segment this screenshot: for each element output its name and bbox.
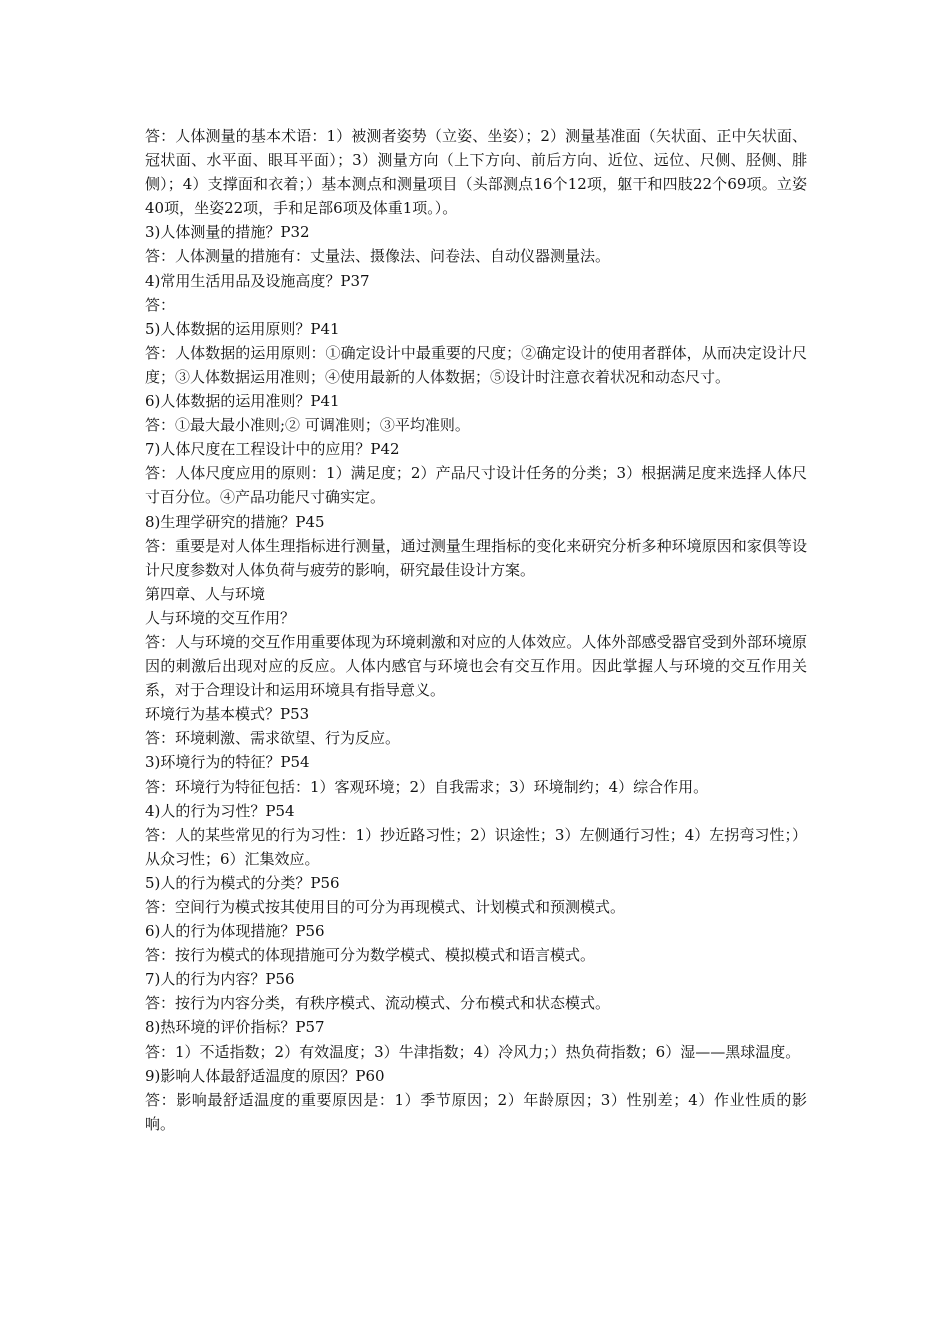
document-page bbox=[145, 124, 807, 1136]
question-heading: 环境行为基本模式？P53 bbox=[145, 705, 310, 724]
answer-paragraph: 答：①最大最小准则;② 可调准则；③平均准则。 bbox=[145, 416, 470, 435]
answer-paragraph: 答：人的某些常见的行为习性：1）抄近路习性；2）识途性；3）左侧通行习性；4）左拐弯习性；）从众习性；6）汇集效应。 bbox=[145, 825, 807, 868]
question-heading: 7)人体尺度在工程设计中的应用？P42 bbox=[145, 440, 400, 459]
question-heading: 6)人的行为体现措施？P56 bbox=[145, 922, 325, 941]
question-heading: 4)人的行为习性？P54 bbox=[145, 801, 295, 820]
answer-paragraph: 答：按行为内容分类，有秩序模式、流动模式、分布模式和状态模式。 bbox=[145, 994, 611, 1013]
answer-paragraph: 答：1）不适指数；2）有效温度；3）牛津指数；4）冷风力；）热负荷指数；6）湿——黑球温度。 bbox=[145, 1042, 801, 1061]
answer-paragraph: 答：环境刺激、需求欲望、行为反应。 bbox=[145, 729, 401, 748]
question-heading: 3)环境行为的特征？P54 bbox=[145, 753, 310, 772]
question-heading: 3)人体测量的措施？P32 bbox=[145, 223, 310, 242]
question-heading: 6)人体数据的运用准则？P41 bbox=[145, 392, 340, 411]
question-heading: 4)常用生活用品及设施高度？P37 bbox=[145, 271, 370, 290]
answer-paragraph: 答：环境行为特征包括：1）客观环境；2）自我需求；3）环境制约；4）综合作用。 bbox=[145, 777, 709, 796]
question-heading: 人与环境的交互作用？ bbox=[145, 608, 296, 627]
question-heading: 第四章、人与环境 bbox=[145, 584, 266, 603]
answer-paragraph: 答：人体测量的措施有：丈量法、摄像法、问卷法、自动仪器测量法。 bbox=[145, 247, 611, 266]
answer-paragraph: 答：重要是对人体生理指标进行测量，通过测量生理指标的变化来研究分析多种环境原因和家俱等设计尺度参数对人体负荷与疲劳的影响，研究最佳设计方案。 bbox=[145, 536, 807, 579]
question-heading: 9)影响人体最舒适温度的原因？P60 bbox=[145, 1066, 385, 1085]
question-heading: 5)人体数据的运用原则？P41 bbox=[145, 319, 340, 338]
question-heading: 8)生理学研究的措施？P45 bbox=[145, 512, 325, 531]
answer-paragraph: 答：人体测量的基本术语：1）被测者姿势（立姿、坐姿）；2）测量基准面（矢状面、正中矢状面、冠状面、水平面、眼耳平面）；3）测量方向（上下方向、前后方向、近位、远位、尺侧、胫侧、腓侧）；4）支撑面和衣着；）基本测点和测量项目（头部测点16个12项，躯干和四肢22个69项。立姿40项，坐姿22项，手和足部6项及体重1项。）。 bbox=[145, 127, 807, 218]
answer-paragraph: 答：空间行为模式按其使用目的可分为再现模式、计划模式和预测模式。 bbox=[145, 898, 626, 916]
question-heading: 5)人的行为模式的分类？P56 bbox=[145, 873, 340, 892]
answer-paragraph: 答：影响最舒适温度的重要原因是：1）季节原因；2）年龄原因；3）性别差；4）作业性质的影响。 bbox=[145, 1090, 807, 1133]
question-heading: 8)热环境的评价指标？P57 bbox=[145, 1018, 325, 1037]
answer-paragraph: 答：按行为模式的体现措施可分为数学模式、模拟模式和语言模式。 bbox=[145, 946, 596, 965]
answer-paragraph: 答：人体尺度应用的原则：1）满足度；2）产品尺寸设计任务的分类；3）根据满足度来选择人体尺寸百分位。④产品功能尺寸确实定。 bbox=[145, 464, 807, 507]
answer-paragraph: 答：人与环境的交互作用重要体现为环境刺激和对应的人体效应。人体外部感受器官受到外部环境原因的刺激后出现对应的反应。人体内感官与环境也会有交互作用。因此掌握人与环境的交互作用关系，对于合理设计和运用环境具有指导意义。 bbox=[145, 632, 807, 700]
answer-paragraph: 答：人体数据的运用原则：①确定设计中最重要的尺度；②确定设计的使用者群体，从而决定设计尺度；③人体数据运用准则；④使用最新的人体数据；⑤设计时注意衣着状况和动态尺寸。 bbox=[145, 343, 807, 386]
question-heading: 7)人的行为内容？P56 bbox=[145, 970, 295, 989]
answer-paragraph: 答： bbox=[145, 295, 176, 314]
